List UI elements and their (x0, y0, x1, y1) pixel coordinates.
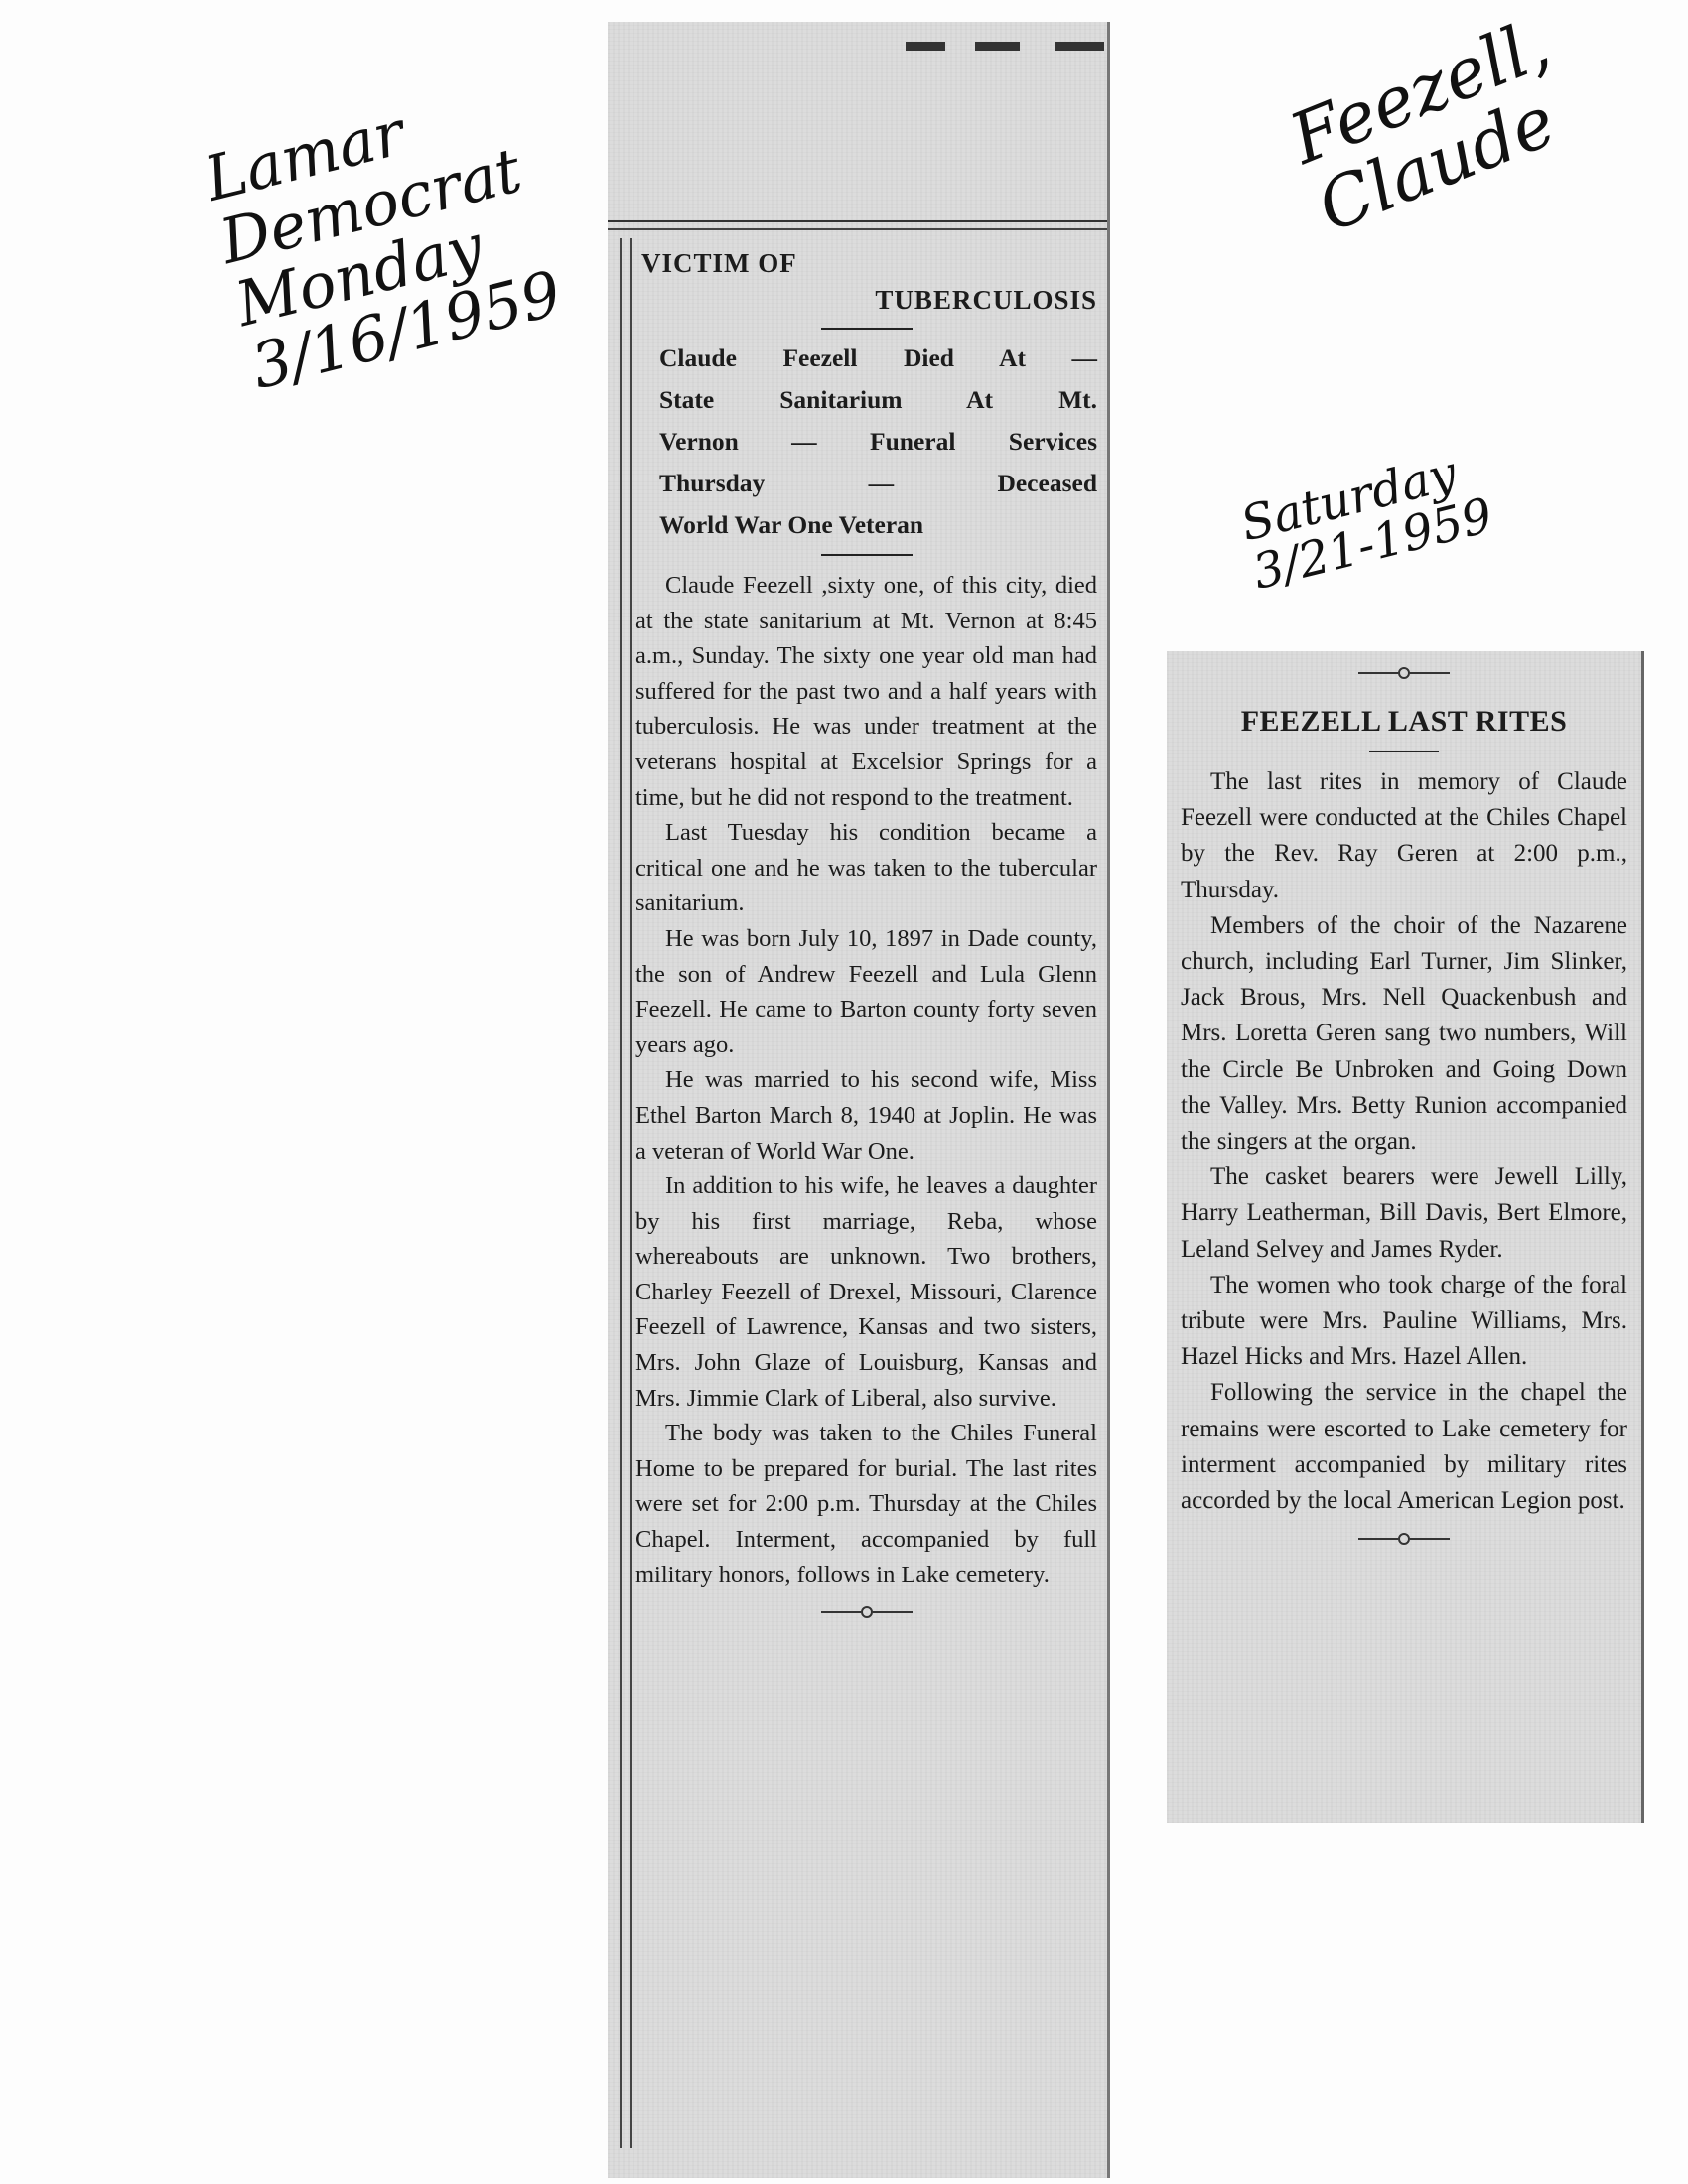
body-paragraph: Following the service in the chapel the remains were escorted to Lake cemetery for interment accompanied by military rites accorded by the local American Legion post. (1181, 1379, 1627, 1515)
deck-line: Thursday — Deceased (659, 469, 1097, 497)
deck-headline (635, 341, 1097, 542)
column-border (620, 238, 632, 2148)
divider-rule (821, 554, 913, 556)
deck-line: Claude Feezell Died At — (659, 343, 1097, 372)
body-paragraph: The body was taken to the Chiles Funeral Home to be prepared for burial. The last rites were set for 2:00 p.m. Thursday at the Chiles Chapel. Interment, accompanied by full military honors, follows in Lake cemetery. (635, 1420, 1097, 1588)
deck-line: State Sanitarium At Mt. (659, 385, 1097, 414)
column-top-rule (608, 220, 1107, 230)
obituary-article (635, 248, 1097, 1618)
body-paragraph: In addition to his wife, he leaves a daughter by his first marriage, Reba, whose whereabouts are unknown. Two brothers, Charley Feezell of Drexel, Missouri, Clarence Feezell of Lawrence, Kansas and two sisters, Mrs. John Glaze of Louisburg, Kansas and Mrs. Jimmie Clark of Liberal, also survive. (635, 1172, 1097, 1412)
article-body (1181, 764, 1627, 1519)
last-rites-article (1181, 667, 1627, 1545)
body-paragraph: He was married to his second wife, Miss Ethel Barton March 8, 1940 at Joplin. He was a veteran of World War One. (635, 1066, 1097, 1164)
handwritten-source-note: Lamar Democrat Monday 3/16/1959 (198, 95, 569, 404)
column-dash-mark (1055, 42, 1104, 51)
body-paragraph: The casket bearers were Jewell Lilly, Harry Leatherman, Bill Davis, Bert Elmore, Leland Selvey and James Ryder. (1181, 1163, 1627, 1263)
column-dash-mark (906, 42, 945, 51)
column-dash-mark (975, 42, 1020, 51)
newspaper-clipping-last-rites (1167, 651, 1644, 1823)
article-headline: FEEZELL LAST RITES (1240, 705, 1568, 738)
divider-rule (1369, 751, 1439, 752)
top-ornament (1181, 667, 1627, 679)
divider-rule (821, 328, 913, 330)
kicker-line-2: TUBERCULOSIS (875, 285, 1097, 315)
deck-line: World War One Veteran (659, 510, 924, 539)
end-mark (1181, 1533, 1627, 1545)
deck-line: Vernon — Funeral Services (659, 427, 1097, 456)
handwritten-date-note: Saturday 3/21-1959 (1235, 445, 1498, 602)
end-mark (635, 1606, 1097, 1618)
body-paragraph: Members of the choir of the Nazarene church, including Earl Turner, Jim Slinker, Jack Brous, Mrs. Nell Quackenbush and Mrs. Loretta Geren sang two numbers, Will the Circle Be Unbroken and Going Down the Valley. Mrs. Betty Runion accompanied the singers at the organ. (1181, 911, 1627, 1156)
newspaper-clipping-obituary (608, 22, 1110, 2178)
body-paragraph: Claude Feezell ,sixty one, of this city, died at the state sanitarium at Mt. Vernon at 8:45 a.m., Sunday. The sixty one year old man had suffered for the past two and a half years with tuberculosis. He was under treatment at the veterans hospital at Excelsior Springs for a time, but he did not respond to the treatment. (635, 572, 1097, 811)
kicker-line-1: VICTIM OF (641, 248, 797, 278)
body-paragraph: The last rites in memory of Claude Feezell were conducted at the Chiles Chapel by the Rev. Ray Geren at 2:00 p.m., Thursday. (1181, 768, 1627, 903)
body-paragraph: He was born July 10, 1897 in Dade county, the son of Andrew Feezell and Lula Glenn Feezell. He came to Barton county forty seven years ago. (635, 924, 1097, 1058)
body-paragraph: Last Tuesday his condition became a critical one and he was taken to the tubercular sanitarium. (635, 819, 1097, 917)
body-paragraph: The women who took charge of the foral tribute were Mrs. Pauline Williams, Mrs. Hazel Hicks and Mrs. Hazel Allen. (1181, 1271, 1627, 1371)
article-body (635, 568, 1097, 1592)
handwritten-name-note: Feezell, Claude (1279, 3, 1567, 248)
